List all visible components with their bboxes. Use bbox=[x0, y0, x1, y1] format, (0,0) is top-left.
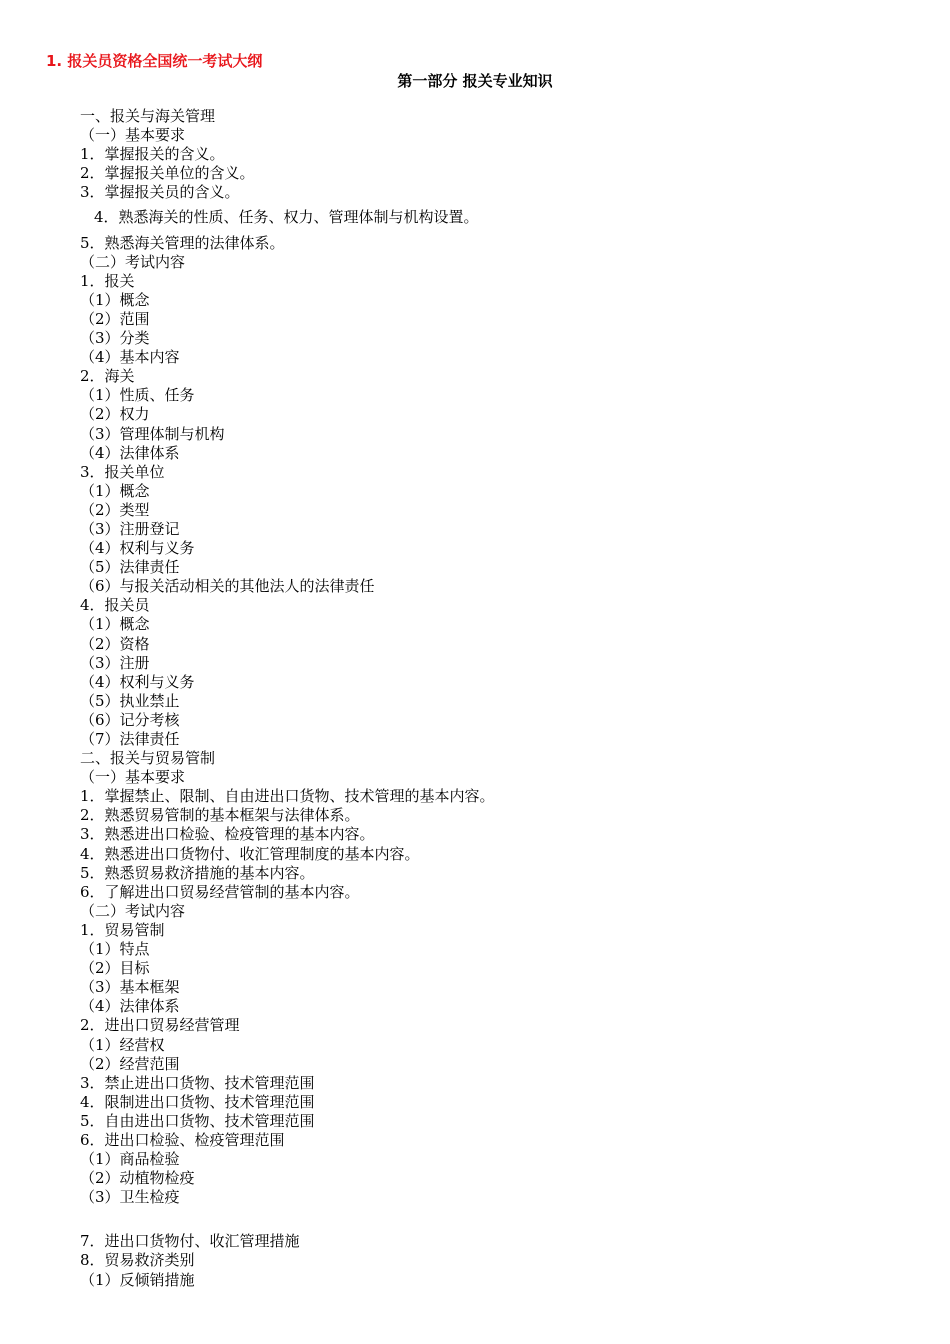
outline-line: （1）性质、任务 bbox=[80, 386, 195, 405]
outline-line: （二）考试内容 bbox=[80, 252, 186, 271]
outline-line: 1．掌握禁止、限制、自由进出口货物、技术管理的基本内容。 bbox=[80, 787, 495, 806]
outline-line: （4）法律体系 bbox=[80, 997, 180, 1016]
outline-line: （2）类型 bbox=[80, 500, 150, 519]
outline-line: 2．进出口贸易经营管理 bbox=[80, 1016, 240, 1035]
outline-line: （6）记分考核 bbox=[80, 710, 180, 729]
outline-line: 5．熟悉海关管理的法律体系。 bbox=[80, 233, 285, 252]
outline-line: 3．禁止进出口货物、技术管理范围 bbox=[80, 1073, 315, 1092]
outline-line: （1）概念 bbox=[80, 290, 150, 309]
outline-line: 3．报关单位 bbox=[80, 462, 165, 481]
outline-line: （一）基本要求 bbox=[80, 126, 186, 145]
outline-line: （1）概念 bbox=[80, 615, 150, 634]
outline-line: （2）权力 bbox=[80, 405, 150, 424]
outline-line: （2）范围 bbox=[80, 309, 150, 328]
outline-line: （7）法律责任 bbox=[80, 730, 180, 748]
outline-line: （5）法律责任 bbox=[80, 558, 180, 577]
outline-line: 5．自由进出口货物、技术管理范围 bbox=[80, 1111, 315, 1130]
outline-line: （1）特点 bbox=[80, 940, 150, 959]
outline-line: 3．掌握报关员的含义。 bbox=[80, 183, 240, 202]
outline-line: 2．熟悉贸易管制的基本框架与法律体系。 bbox=[80, 806, 360, 825]
outline-line: （4）法律体系 bbox=[80, 443, 180, 462]
outline-line: （3）注册 bbox=[80, 653, 150, 672]
outline-line: 5．熟悉贸易救济措施的基本内容。 bbox=[80, 863, 315, 882]
outline-line: 二、报关与贸易管制 bbox=[80, 749, 216, 768]
outline-line: 一、报关与海关管理 bbox=[80, 107, 216, 125]
outline-line: （4）基本内容 bbox=[80, 348, 180, 367]
outline-line: 2．海关 bbox=[80, 367, 135, 386]
outline-line: （1）商品检验 bbox=[80, 1150, 180, 1169]
outline-line: （1）经营权 bbox=[80, 1035, 165, 1054]
outline-line: 4．报关员 bbox=[80, 596, 150, 615]
outline-line: （3）分类 bbox=[80, 329, 150, 348]
outline-line: （3）注册登记 bbox=[80, 519, 180, 538]
outline-line: （4）权利与义务 bbox=[80, 539, 195, 558]
outline-line: 1．报关 bbox=[80, 271, 135, 290]
outline-line: 4．熟悉进出口货物付、收汇管理制度的基本内容。 bbox=[80, 844, 420, 863]
outline-line: （二）考试内容 bbox=[80, 901, 186, 920]
outline-line: 2．掌握报关单位的含义。 bbox=[80, 164, 255, 183]
syllabus-outline bbox=[80, 107, 900, 1290]
outline-line: 6．进出口检验、检疫管理范围 bbox=[80, 1130, 285, 1149]
outline-line: （3）卫生检疫 bbox=[80, 1188, 180, 1207]
outline-line: （2）资格 bbox=[80, 634, 150, 653]
outline-line: （2）动植物检疫 bbox=[80, 1169, 195, 1188]
outline-line: 8．贸易救济类别 bbox=[80, 1251, 195, 1270]
outline-line: 6．了解进出口贸易经营管制的基本内容。 bbox=[80, 882, 360, 901]
outline-line: （一）基本要求 bbox=[80, 768, 186, 787]
outline-line: 7．进出口货物付、收汇管理措施 bbox=[80, 1232, 300, 1251]
outline-line: 4．熟悉海关的性质、任务、权力、管理体制与机构设置。 bbox=[94, 208, 479, 227]
outline-line: （2）经营范围 bbox=[80, 1054, 180, 1073]
outline-line: （4）权利与义务 bbox=[80, 672, 195, 691]
outline-line: （6）与报关活动相关的其他法人的法律责任 bbox=[80, 577, 375, 596]
document-title: 1. 报关员资格全国统一考试大纲 bbox=[46, 52, 263, 70]
outline-line: （1）概念 bbox=[80, 481, 150, 500]
outline-line: （3）管理体制与机构 bbox=[80, 424, 225, 443]
outline-line: 1．掌握报关的含义。 bbox=[80, 145, 225, 164]
part-heading: 第一部分 报关专业知识 bbox=[397, 72, 553, 90]
outline-line: （3）基本框架 bbox=[80, 978, 180, 997]
outline-line: 1．贸易管制 bbox=[80, 920, 165, 939]
outline-line: 4．限制进出口货物、技术管理范围 bbox=[80, 1092, 315, 1111]
outline-line: （2）目标 bbox=[80, 959, 150, 978]
outline-line: （1）反倾销措施 bbox=[80, 1270, 195, 1289]
outline-line: （5）执业禁止 bbox=[80, 691, 180, 710]
outline-line: 3．熟悉进出口检验、检疫管理的基本内容。 bbox=[80, 825, 375, 844]
